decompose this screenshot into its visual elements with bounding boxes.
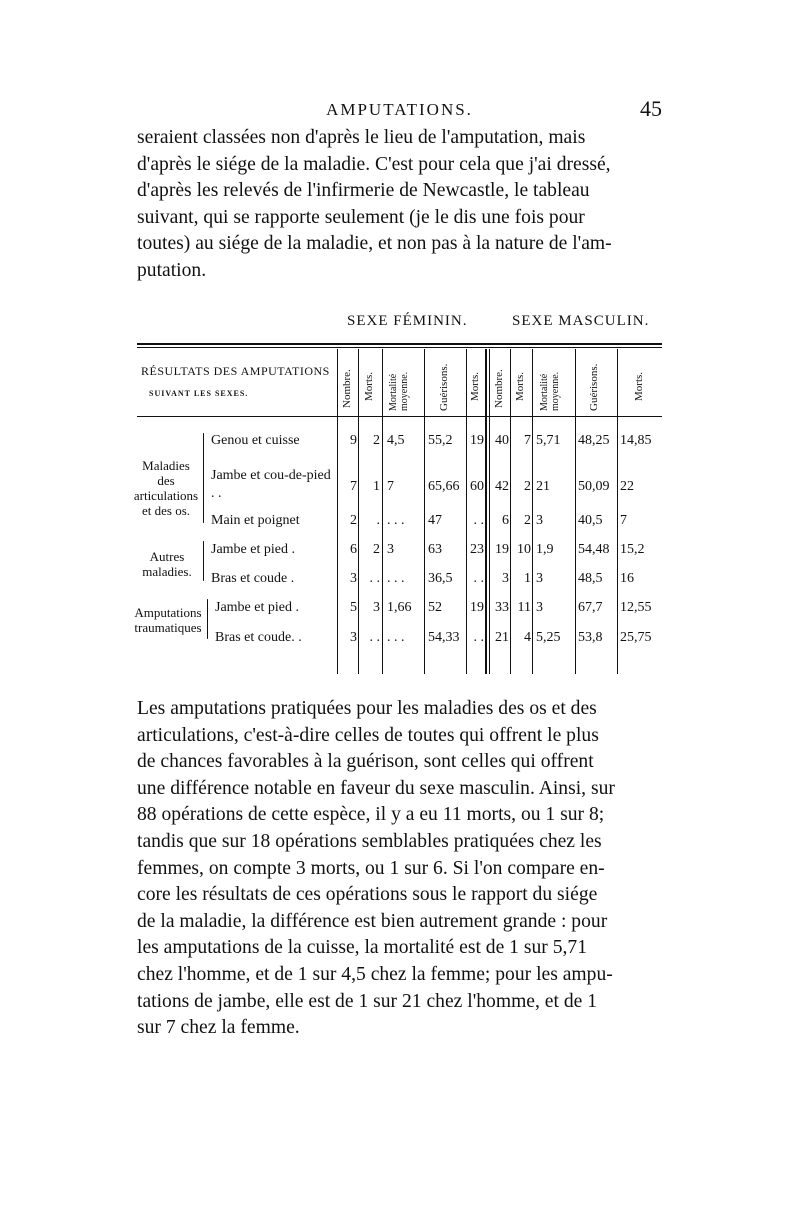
text-line: les amputations de la cuisse, la mortalité est de 1 sur 5,71 <box>137 937 588 959</box>
sex-male-heading: SEXE MASCULIN. <box>512 313 650 329</box>
running-head <box>137 98 662 124</box>
table-cell: 2 <box>373 542 380 557</box>
table-cell: . . <box>473 630 484 645</box>
table-top-rule-thin <box>137 347 662 348</box>
sex-headers <box>137 313 662 337</box>
row-label: Bras et coude . <box>211 571 295 586</box>
table-cell: . . <box>473 571 484 586</box>
table-cell: 3 <box>502 571 509 586</box>
table-cell: 3 <box>350 571 357 586</box>
table-cell: 65,66 <box>428 479 460 494</box>
table-cell: 7 <box>524 433 531 448</box>
table-cell: 16 <box>620 571 634 586</box>
table-cell: 4,5 <box>387 433 405 448</box>
table-cell: 48,25 <box>578 433 610 448</box>
text-line: 88 opérations de cette espèce, il y a eu 11 morts, ou 1 sur 8; <box>137 804 605 826</box>
table-cell: . . <box>473 513 484 528</box>
running-title: AMPUTATIONS. <box>326 100 473 119</box>
table-cell: 2 <box>524 479 531 494</box>
row-label: Main et poignet <box>211 513 300 528</box>
table-cell: 7 <box>387 479 394 494</box>
table-cell: 11 <box>517 600 531 615</box>
column-rule <box>337 349 338 674</box>
column-rule <box>617 349 618 674</box>
text-line: articulations, c'est-à-dire celles de toutes qui offrent le plus <box>137 724 599 746</box>
table-cell: 15,2 <box>620 542 645 557</box>
table-cell: 3 <box>350 630 357 645</box>
column-rule <box>382 349 383 674</box>
brace-icon <box>203 433 204 523</box>
table-cell: 4 <box>524 630 531 645</box>
table-cell: 5 <box>350 600 357 615</box>
table-cell: 19 <box>470 600 484 615</box>
column-rule <box>466 349 467 674</box>
table-cell: 21 <box>536 479 550 494</box>
row-label: Jambe et pied . <box>215 600 299 615</box>
group-label: Autres maladies. <box>142 549 192 579</box>
table-title: RÉSULTATS DES AMPUTATIONS <box>141 364 330 378</box>
table-header-rule <box>137 416 662 417</box>
table-cell: 47 <box>428 513 442 528</box>
table-cell: 52 <box>428 600 442 615</box>
table-cell: 7 <box>620 513 627 528</box>
column-rule <box>510 349 511 674</box>
text-line: d'après le siége de la maladie. C'est pour cela que j'ai dressé, <box>137 153 611 175</box>
table-cell: 1 <box>373 479 380 494</box>
table-cell: 40 <box>495 433 509 448</box>
row-label: Jambe et pied . <box>211 542 295 557</box>
sex-female-heading: SEXE FÉMININ. <box>347 313 468 329</box>
text-line: sur 7 chez la femme. <box>137 1017 300 1039</box>
table-cell: 53,8 <box>578 630 603 645</box>
brace-icon <box>207 599 208 639</box>
table-cell: 23 <box>470 542 484 557</box>
row-label: Bras et coude. . <box>215 630 302 645</box>
table-cell: 14,85 <box>620 433 652 448</box>
table-cell: 2 <box>524 513 531 528</box>
text-line: de chances favorables à la guérison, sont celles qui offrent <box>137 751 594 773</box>
table-cell: 6 <box>502 513 509 528</box>
col-header-nombre-f: Nombre. <box>341 369 353 408</box>
row-label: Jambe et cou-de-pied . . <box>211 468 331 501</box>
table-cell: 10 <box>517 542 531 557</box>
table-cell: 60 <box>470 479 484 494</box>
text-line: toutes) au siége de la maladie, et non pas à la nature de l'am- <box>137 233 612 255</box>
table-cell: 25,75 <box>620 630 652 645</box>
table-cell: 2 <box>373 433 380 448</box>
table-cell: 19 <box>495 542 509 557</box>
table-cell: . . <box>369 571 380 586</box>
page-number: 45 <box>640 96 662 121</box>
text-line: Les amputations pratiquées pour les maladies des os et des <box>137 698 597 719</box>
table-cell: . . . <box>387 513 405 528</box>
text-line: putation. <box>137 259 207 281</box>
text-line: chez l'homme, et de 1 sur 4,5 chez la femme; pour les ampu- <box>137 963 613 985</box>
table-cell: 42 <box>495 479 509 494</box>
table-cell: 36,5 <box>428 571 453 586</box>
table-cell: 9 <box>350 433 357 448</box>
column-rule-double <box>489 349 490 674</box>
table-cell: 40,5 <box>578 513 603 528</box>
table-cell: 55,2 <box>428 433 453 448</box>
table-cell: 3 <box>536 571 543 586</box>
text-line: core les résultats de ces opérations sous le rapport du siége <box>137 884 598 906</box>
col-header-morts-m2: Morts. <box>633 371 645 401</box>
table-cell: . <box>376 513 380 528</box>
table-subtitle: SUIVANT LES SEXES. <box>149 389 249 398</box>
col-header-guerisons-f: Guérisons. <box>438 363 450 411</box>
table-cell: 3 <box>536 513 543 528</box>
table-cell: 3 <box>536 600 543 615</box>
col-header-morts-m: Morts. <box>514 371 526 401</box>
table-cell: 19 <box>470 433 484 448</box>
table-cell: 2 <box>350 513 357 528</box>
table-cell: 33 <box>495 600 509 615</box>
table-cell: 7 <box>350 479 357 494</box>
table-cell: 67,7 <box>578 600 603 615</box>
col-header-morts-f: Morts. <box>363 371 375 401</box>
amputation-table <box>133 343 662 683</box>
text-line: d'après les relevés de l'infirmerie de Newcastle, le tableau <box>137 180 590 202</box>
text-line: une différence notable en faveur du sexe masculin. Ainsi, sur <box>137 777 615 799</box>
table-cell: 3 <box>373 600 380 615</box>
col-header-nombre-m: Nombre. <box>493 369 505 408</box>
row-label: Genou et cuisse <box>211 433 300 448</box>
table-cell: 54,48 <box>578 542 610 557</box>
group-label: Maladies des articulations et des os. <box>133 458 199 518</box>
table-cell: 5,25 <box>536 630 561 645</box>
table-cell: 3 <box>387 542 394 557</box>
table-cell: . . . <box>387 630 405 645</box>
table-cell: 1,9 <box>536 542 554 557</box>
table-cell: 12,55 <box>620 600 652 615</box>
column-rule <box>575 349 576 674</box>
text-line: seraient classées non d'après le lieu de l'amputation, mais <box>137 127 586 148</box>
col-header-mortalite-m: Mortalité moyenne. <box>539 371 561 411</box>
table-top-rule <box>137 343 662 345</box>
table-cell: 48,5 <box>578 571 603 586</box>
table-cell: 5,71 <box>536 433 561 448</box>
table-cell: . . <box>369 630 380 645</box>
column-rule <box>532 349 533 674</box>
table-cell: 50,09 <box>578 479 610 494</box>
text-line: de la maladie, la différence est bien autrement grande : pour <box>137 910 608 932</box>
col-header-morts-f2: Morts. <box>469 371 481 401</box>
table-cell: 63 <box>428 542 442 557</box>
paragraph-intro <box>137 125 662 285</box>
column-rule <box>424 349 425 674</box>
table-cell: 22 <box>620 479 634 494</box>
table-cell: 54,33 <box>428 630 460 645</box>
table-cell: 21 <box>495 630 509 645</box>
table-cell: 1,66 <box>387 600 412 615</box>
column-rule <box>358 349 359 674</box>
table-cell: . . . <box>387 571 405 586</box>
column-rule-double <box>485 349 487 674</box>
brace-icon <box>203 541 204 581</box>
text-line: tandis que sur 18 opérations semblables pratiquées chez les <box>137 830 602 852</box>
table-cell: 6 <box>350 542 357 557</box>
text-line: tations de jambe, elle est de 1 sur 21 chez l'homme, et de 1 <box>137 990 598 1012</box>
text-line: suivant, qui se rapporte seulement (je le dis une fois pour <box>137 206 585 228</box>
text-line: femmes, on compte 3 morts, ou 1 sur 6. Si l'on compare en- <box>137 857 605 879</box>
paragraph-discussion <box>137 696 662 1042</box>
col-header-mortalite-f: Mortalité moyenne. <box>388 371 410 411</box>
table-cell: 1 <box>524 571 531 586</box>
group-label: Amputations traumatiques <box>134 605 202 635</box>
col-header-guerisons-m: Guérisons. <box>588 363 600 411</box>
